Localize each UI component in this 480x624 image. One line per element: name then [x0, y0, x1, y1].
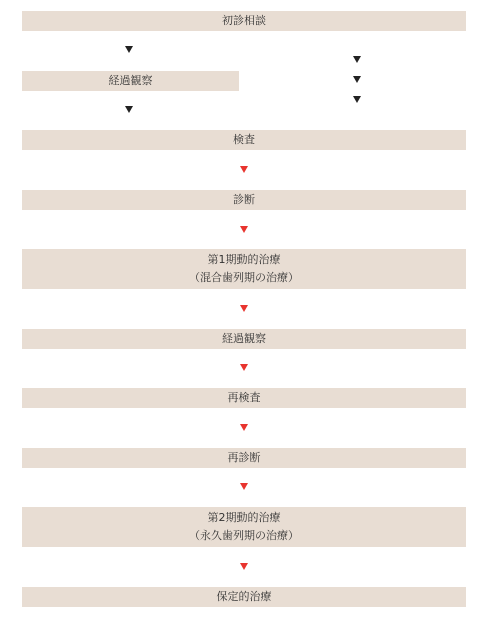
down-arrow-icon [353, 56, 361, 63]
down-arrow-icon [125, 46, 133, 53]
flow-arrow-icon [240, 226, 248, 233]
step-label: 経過観察 [108, 74, 153, 88]
flow-arrow-icon [240, 364, 248, 371]
step-diagnosis [22, 190, 466, 210]
flow-arrow-icon [240, 166, 248, 173]
flow-arrow-icon [240, 305, 248, 312]
step-label: 保定的治療 [216, 590, 272, 604]
step-label: 再検査 [227, 391, 261, 405]
step-examination [22, 130, 466, 150]
step-re-diagnosis [22, 448, 466, 468]
step-sublabel: （混合歯列期の治療） [189, 271, 299, 284]
flow-arrow-icon [240, 563, 248, 570]
step-label: 第2期動的治療 [207, 511, 281, 525]
step-label: 初診相談 [222, 14, 266, 28]
step-label: 経過観察 [222, 332, 266, 346]
step-phase2-treatment [22, 507, 466, 547]
step-observation-1 [22, 71, 239, 91]
step-label: 第1期動的治療 [207, 253, 281, 267]
down-arrow-icon [125, 106, 133, 113]
step-retention [22, 587, 466, 607]
step-re-examination [22, 388, 466, 408]
step-initial-consultation [22, 11, 466, 31]
step-label: 再診断 [227, 451, 261, 465]
down-arrow-icon [353, 96, 361, 103]
step-sublabel: （永久歯列期の治療） [189, 529, 299, 542]
flow-arrow-icon [240, 424, 248, 431]
flow-arrow-icon [240, 483, 248, 490]
step-observation-2 [22, 329, 466, 349]
step-label: 診断 [233, 193, 255, 207]
down-arrow-icon [353, 76, 361, 83]
step-label: 検査 [233, 133, 255, 147]
step-phase1-treatment [22, 249, 466, 289]
